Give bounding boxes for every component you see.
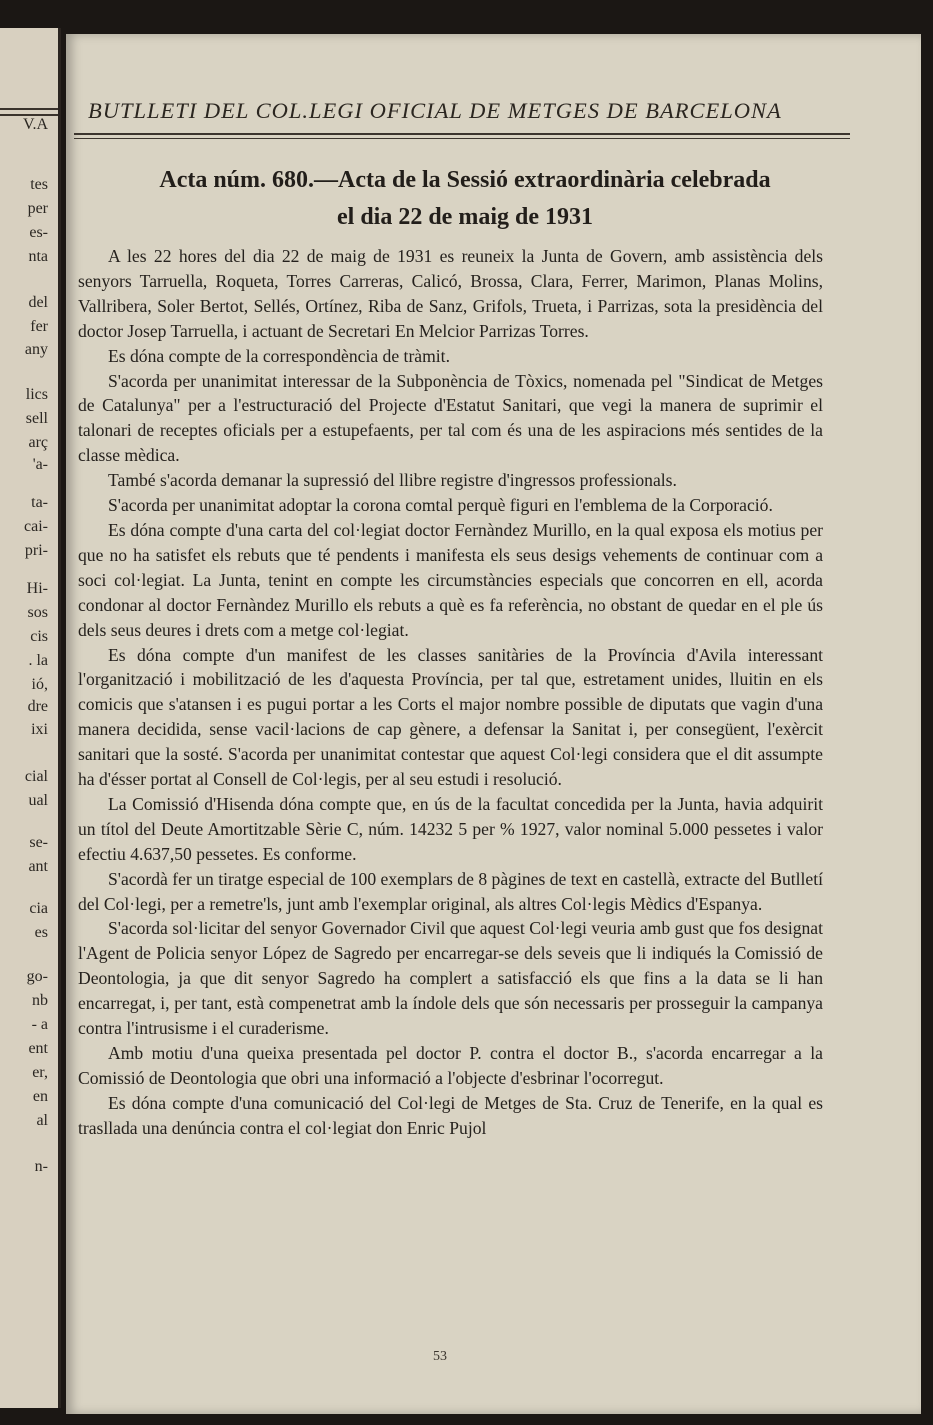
facing-page-fragment: ent [28,1040,48,1057]
facing-page-fragment: lics [25,386,48,403]
facing-page-fragment: ta- [31,494,48,511]
facing-page-fragment: ió, [31,676,48,693]
facing-page-fragment: cis [30,628,48,645]
facing-page-fragment: dre [27,698,48,715]
facing-page-fragment: tes [30,176,48,193]
paragraph: S'acorda per unanimitat interessar de la Subponència de Tòxics, nomenada pel "Sindicat de Metges de Catalunya" per a l'estructuració del Projecte d'Estatut Sanitari, que vegi la manera de suprimir el talonari de receptes oficials per a estupefaents, per tal com és una de les aspiracions més sentides de la classe mèdica. [78,370,823,466]
facing-page-fragment: se- [29,834,48,851]
facing-page-fragment: sell [25,410,48,427]
facing-page-fragment: cia [29,900,48,917]
facing-page-fragment: es- [29,224,48,241]
facing-page-fragment: ixi [31,721,48,738]
facing-page-fragment: ual [28,792,48,809]
minutes-title [84,162,846,236]
paragraph: També s'acorda demanar la supressió del llibre registre d'ingressos professionals. [108,470,677,491]
facing-page-fragment: . la [28,652,48,669]
facing-page-fragment: per [27,200,48,217]
facing-page-fragment: n- [34,1158,48,1175]
paragraph: Amb motiu d'una queixa presentada pel doctor P. contra el doctor B., s'acorda encarregar a la Comissió de Deontologia que obri una informació a l'objecte d'esbrinar l'ocorregut. [78,1043,823,1088]
page-number: 53 [433,1349,447,1364]
facing-page-fragment: en [32,1088,48,1105]
minutes-body [78,244,823,1141]
facing-page-edge [0,28,61,1408]
facing-page-fragment: Hi- [26,580,48,597]
facing-page-fragment: - a [31,1016,48,1033]
paragraph: A les 22 hores del dia 22 de maig de 1931 es reuneix la Junta de Govern, amb assistència dels senyors Tarruella, Roqueta, Torres Carreras, Calicó, Brossa, Clara, Ferrer, Marimon, Planas Molins, Vallribera, Soler Bertot, Sellés, Ortínez, Riba de Sanz, Grifols, Trueta, i Parrizas, sota la presidència del doctor Josep Tarruella, i actuant de Secretari En Melcior Parrizas Torres. [78,246,823,341]
facing-page-fragment: arç [28,434,48,451]
facing-page-fragment: nta [28,248,48,265]
paragraph: La Comissió d'Hisenda dóna compte que, en ús de la facultat concedida per la Junta, havia adquirit un títol del Deute Amortitzable Sèrie C, núm. 14232 5 per % 1927, valor nominal 5.000 pessetes i valor efectiu 4.637,50 pessetes. Es conforme. [78,793,823,864]
facing-page-fragment: er, [32,1064,48,1081]
facing-page-fragment: nb [32,992,48,1009]
paragraph: S'acorda sol·licitar del senyor Governador Civil que aquest Col·legi veuria amb gust que fos designat l'Agent de Policia senyor López de Sagredo per encarregar-se dels seveis que li indiqués la Comissió de Deontologia, ja que dit senyor Sagredo ha complert a satisfacció els que fins a la data se li han encarregat, i, per tant, està compenetrat amb la índole dels que són necessaris per prosseguir la campanya contra l'intrusisme i el curaderisme. [78,918,823,1039]
header-rule [74,133,850,135]
facing-page-fragment: any [24,341,48,358]
title-line-1: Acta núm. 680.—Acta de la Sessió extraordinària celebrada [159,167,771,193]
paragraph: Es dóna compte d'una comunicació del Col·legi de Metges de Sta. Cruz de Tenerife, en la qual es trasllada una denúncia contra el col·legiat don Enric Pujol [78,1092,823,1138]
facing-page-rule [0,108,58,110]
facing-page-fragment: al [36,1112,48,1129]
facing-page-fragment: fer [30,318,48,335]
paragraph: S'acorda per unanimitat adoptar la corona comtal perquè figuri en l'emblema de la Corporació. [108,495,773,516]
facing-page-fragment: cial [24,768,48,785]
facing-page-fragment: V.A [22,116,48,133]
running-head: BUTLLETI DEL COL.LEGI OFICIAL DE METGES DE BARCELONA [88,98,782,123]
paragraph: S'acordà fer un tiratge especial de 100 exemplars de 8 pàgines de text en castellà, extracte del Butlletí del Col·legi, per a remetre'ls, junt amb l'exemplar original, als altres Col·legis Mèdics d'Espanya. [78,868,823,914]
paragraph: Es dóna compte de la correspondència de tràmit. [108,345,450,366]
facing-page-fragment: go- [26,968,48,985]
facing-page-fragment: pri- [24,542,48,559]
facing-page-fragment: ant [28,858,48,875]
facing-page-fragment: del [28,294,48,311]
bulletin-page [66,34,921,1414]
facing-page-fragment: 'a- [32,456,48,473]
paragraph: Es dóna compte d'una carta del col·legiat doctor Fernàndez Murillo, en la qual exposa els motius per que no ha satisfet els rebuts que té pendents i manifesta els seus desigs vehements de continuar com a soci col·legiat. La Junta, tenint en compte les circumstàncies especials que concorren en ell, acorda condonar al doctor Fernàndez Murillo els rebuts a què es fa referència, no obstant de quedar en el ple ús dels seus deures i drets com a metge col·legiat. [78,519,823,640]
facing-page-fragment: cai- [24,518,48,535]
title-line-2: el dia 22 de maig de 1931 [337,204,593,230]
paragraph: Es dóna compte d'un manifest de les classes sanitàries de la Província d'Avila interessant l'organització i mobilització de les d'aquesta Província, per tal que, estretament unides, lluitin en els comicis que s'atansen i es pugui portar a les Corts el major nombre possible de diputats que vagin d'una manera decidida, sense vacil·lacions de cap gènere, a defensar la Sanitat i, per consegüent, l'exèrcit sanitari que la sosté. S'acorda per unanimitat contestar que aquest Col·legi considera que el dit assumpte ha d'ésser portat al Consell de Col·legis, per al seu estudi i resolució. [78,644,823,790]
header-rule [74,138,850,139]
facing-page-fragment: es [34,924,48,941]
facing-page-fragment: sos [27,604,48,621]
